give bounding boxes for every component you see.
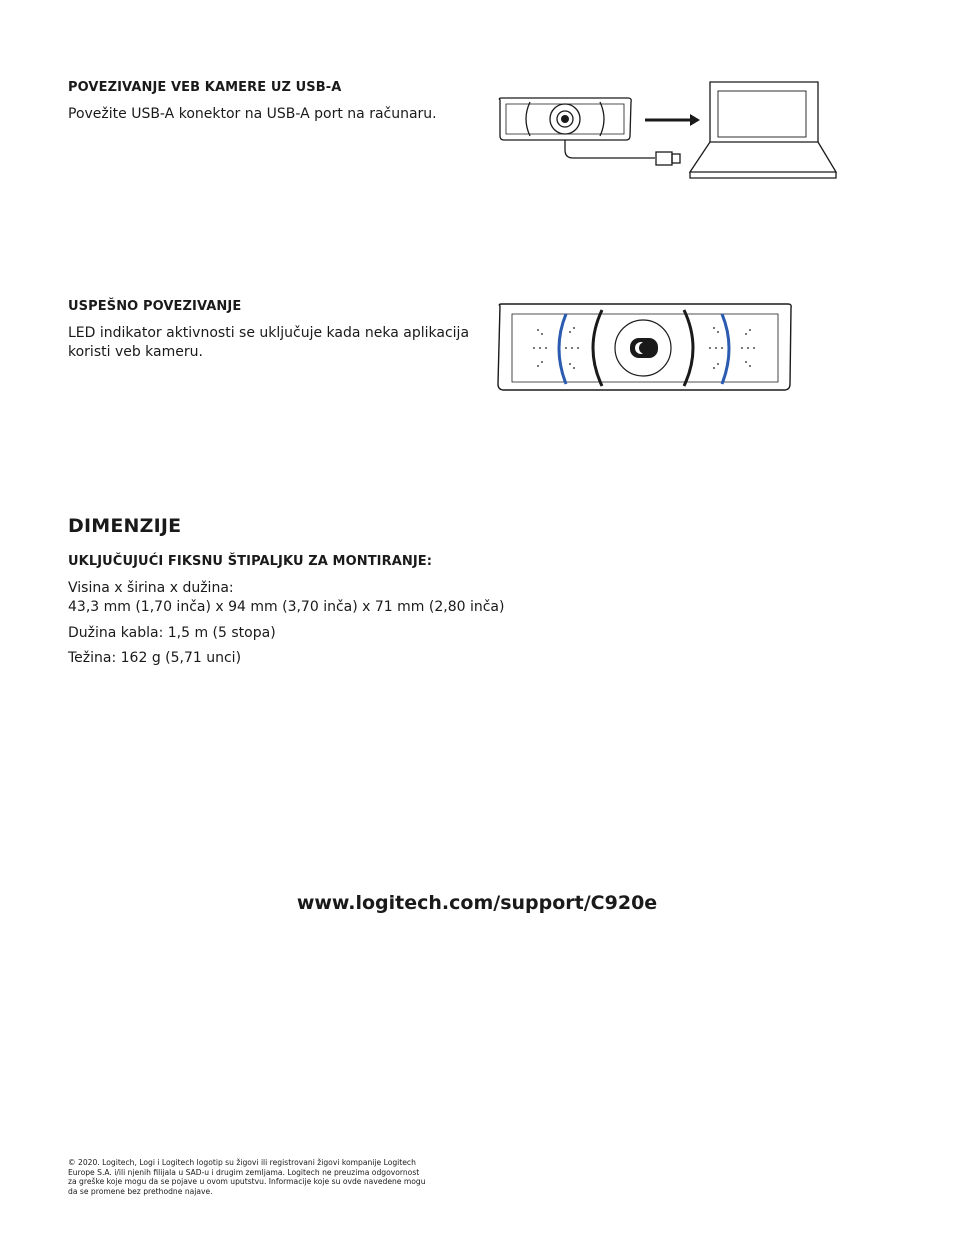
dimensions-title: DIMENZIJE: [68, 515, 182, 537]
legal-line: Europe S.A. i/ili njenih filijala u SAD-u i drugim zemljama. Logitech ne preuzima odgovornost: [68, 1167, 420, 1177]
success-section-text-line2: koristi veb kameru.: [68, 344, 203, 360]
usb-section-text: Povežite USB-A konektor na USB-A port na računaru.: [68, 106, 437, 122]
legal-notice: [68, 1158, 468, 1196]
usb-section-heading: POVEZIVANJE VEB KAMERE UZ USB-A: [68, 80, 342, 95]
dimensions-subheading: UKLJUČUJUĆI FIKSNU ŠTIPALJKU ZA MONTIRANJE:: [68, 554, 433, 569]
legal-line: da se promene bez prethodne najave.: [68, 1186, 213, 1196]
webcam-led-illustration: [494, 300, 794, 392]
success-section-text-line1: LED indikator aktivnosti se uključuje kada neka aplikacija: [68, 325, 470, 341]
legal-line: © 2020. Logitech, Logi i Logitech logotip su žigovi ili registrovani žigovi kompanije Logitech: [68, 1158, 416, 1167]
dimensions-weight: Težina: 162 g (5,71 unci): [68, 650, 242, 666]
dimensions-size-value: 43,3 mm (1,70 inča) x 94 mm (3,70 inča) x 71 mm (2,80 inča): [68, 599, 505, 615]
support-url-link[interactable]: www.logitech.com/support/C920e: [296, 892, 658, 914]
dimensions-cable-length: Dužina kabla: 1,5 m (5 stopa): [68, 625, 276, 641]
dimensions-size-label: Visina x širina x dužina:: [68, 580, 234, 596]
webcam-usb-connection-illustration: [490, 78, 840, 188]
legal-line: za greške koje mogu da se pojave u ovom uputstvu. Informacije koje su ovde navedene mogu: [68, 1177, 426, 1187]
success-section-heading: USPEŠNO POVEZIVANJE: [68, 299, 242, 314]
